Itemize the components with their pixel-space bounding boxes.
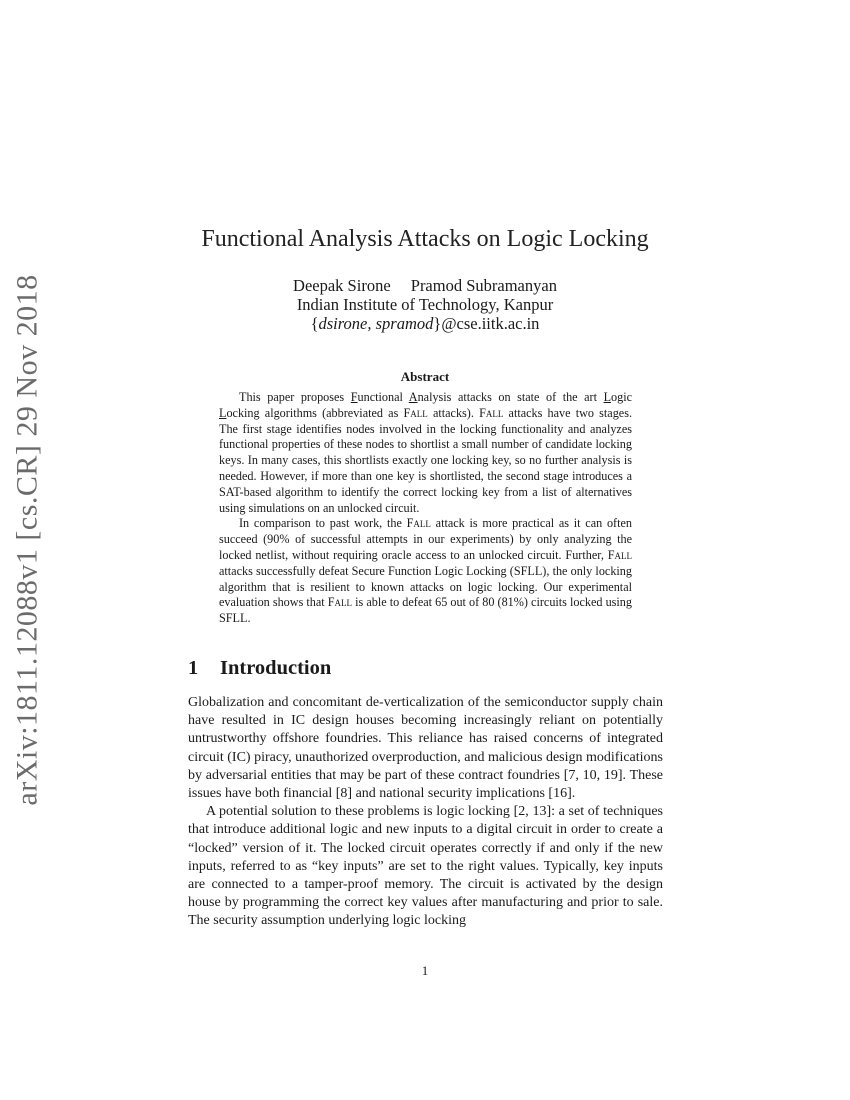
- email-user-part: dsirone, spramod: [318, 314, 434, 333]
- intro-paragraph-1: Globalization and concomitant de-verticalization of the semiconductor supply chain have resulted in IC design houses becoming increasingly reliant on potentially untrustworthy offshore foundries. This reliance has raised concerns of integrated circuit (IC) piracy, unauthorized overproduction, and malicious design modifications by adversarial entities that may be part of these contract foundries [7, 10, 19]. These issues have both financial [8] and national security implications [16].: [188, 695, 663, 802]
- text-run: attack is more practical as it can often succeed (90% of successful attempts in our experiments) by only analyzing the locked netlist, without requiring oracle access to an unlocked circuit. Further,: [219, 516, 633, 562]
- text-run: In comparison to past work, the: [239, 516, 407, 531]
- page-number: 1: [421, 963, 429, 978]
- text-run: ocking algorithms (abbreviated as: [226, 405, 404, 420]
- author-block: [0, 276, 850, 333]
- author-name-1: Deepak Sirone: [293, 276, 391, 295]
- abstract-body: [219, 390, 632, 627]
- introduction-body: [188, 694, 663, 931]
- email-domain: @cse.iitk.ac.in: [441, 314, 540, 333]
- arxiv-identifier: arXiv:1811.12088v1 [cs.CR] 29 Nov 2018: [11, 274, 44, 806]
- section-title: Introduction: [220, 657, 332, 679]
- acronym-letter: L: [219, 405, 227, 420]
- fall-term: Fall: [327, 595, 353, 610]
- author-names: [0, 276, 850, 295]
- author-name-2: Pramod Subramanyan: [410, 276, 557, 295]
- text-run: ogic: [611, 390, 632, 404]
- acronym-letter: A: [408, 390, 418, 404]
- paper-title: Functional Analysis Attacks on Logic Locking: [201, 226, 649, 252]
- fall-term: Fall: [403, 405, 428, 420]
- fall-term: Fall: [607, 547, 632, 562]
- acronym-letter: L: [603, 390, 612, 404]
- text-run: attacks have two stages. The first stage identifies nodes involved in the locking functionality and analyzes functional properties of these nodes to shortlist a small number of candidate locking keys. In many cases, this shortlists exactly one locking key, so no further analysis is needed. However, if more than one key is shortlisted, the second stage introduces a SAT-based algorithm to identify the correct locking key from a list of alternatives using simulations on an unlocked circuit.: [219, 405, 632, 515]
- text-run: attacks).: [427, 405, 480, 420]
- text-run: attacks successfully defeat Secure Function Logic Locking (SFLL), the only locking algorithm that is resilient to known attacks on logic locking. Our experimental evaluation shows that: [219, 563, 632, 610]
- text-run: This paper proposes: [239, 390, 351, 404]
- text-run: is able to defeat 65 out of 80 (81%) circuits locked using SFLL.: [219, 595, 632, 626]
- abstract-paragraph-2: [219, 516, 632, 627]
- abstract-heading: Abstract: [400, 369, 450, 384]
- arxiv-side-stamp: [6, 274, 50, 806]
- author-affiliation: Indian Institute of Technology, Kanpur: [296, 295, 554, 314]
- acronym-letter: F: [350, 390, 358, 404]
- text-run: nalysis attacks on state of the art: [417, 390, 604, 404]
- abstract-paragraph-1: [219, 390, 632, 516]
- author-email: {dsirone, spramod}@cse.iitk.ac.in: [310, 314, 540, 333]
- text-run: unctional: [357, 390, 409, 404]
- intro-paragraph-2: A potential solution to these problems is logic locking [2, 13]: a set of techniques that introduce additional logic and new inputs to a digital circuit in order to create a “locked” version of it. The locked circuit operates correctly if and only if the new inputs, referred to as “key inputs” are set to the right values. Typically, key inputs are connected to a tamper-proof memory. The circuit is activated by the design house by programming the correct key values after manufacturing and prior to sale. The security assumption underlying logic locking: [188, 804, 663, 929]
- fall-term: Fall: [479, 405, 504, 420]
- section-heading-introduction: [188, 657, 331, 680]
- section-number: 1: [188, 657, 199, 679]
- fall-term: Fall: [406, 516, 431, 531]
